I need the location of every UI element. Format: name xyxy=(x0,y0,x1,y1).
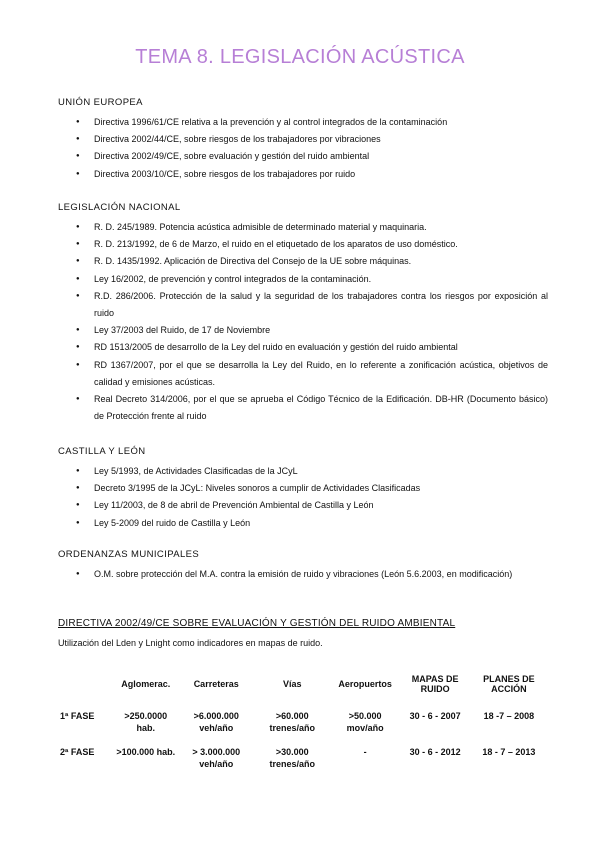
table-cell: 30 - 6 - 2007 xyxy=(409,711,461,721)
list-item: ● Directiva 2003/10/CE, sobre riesgos de los trabajadores por ruido xyxy=(58,166,548,183)
directive-subtitle: Utilización del Lden y Lnight como indicadores en mapas de ruido. xyxy=(58,638,323,648)
section-union-europea xyxy=(58,97,548,183)
list-item: ● Ley 11/2003, de 8 de abril de Prevención Ambiental de Castilla y León xyxy=(58,497,548,514)
section-legislacion-nacional xyxy=(58,202,548,425)
table-row xyxy=(58,704,548,740)
section-list xyxy=(58,566,548,583)
list-item: ● Ley 5/1993, de Actividades Clasificadas de la JCyL xyxy=(58,463,548,480)
table-cell: - xyxy=(363,747,367,757)
table-header-cell: Aeropuertos xyxy=(338,679,392,689)
list-item: ● Directiva 2002/44/CE, sobre riesgos de los trabajadores por vibraciones xyxy=(58,131,548,148)
section-ordenanzas-municipales xyxy=(58,549,548,583)
table-cell: >30.000 trenes/año xyxy=(269,747,315,769)
table-cell: > 3.000.000 veh/año xyxy=(192,747,241,769)
section-list xyxy=(58,463,548,532)
table-cell: 18 - 7 – 2013 xyxy=(482,747,536,757)
section-heading: ORDENANZAS MUNICIPALES xyxy=(58,549,200,560)
section-list xyxy=(58,114,548,183)
table-cell: 2ª FASE xyxy=(60,747,95,757)
page-title: TEMA 8. LEGISLACIÓN ACÚSTICA xyxy=(135,46,465,68)
list-item: ● Real Decreto 314/2006, por el que se aprueba el Código Técnico de la Edificación. DB-HR (Documento básico) de Protección frente al ruido xyxy=(58,391,548,425)
table-cell: 30 - 6 - 2012 xyxy=(409,747,461,757)
table-cell: >50.000 mov/año xyxy=(346,711,384,733)
list-item: ● Ley 37/2003 del Ruido, de 17 de Noviembre xyxy=(58,322,548,339)
table-header-cell: Aglomerac. xyxy=(121,679,171,689)
section-heading: CASTILLA Y LEÓN xyxy=(58,446,146,457)
list-item: ● Directiva 1996/61/CE relativa a la prevención y al control integrados de la contaminación xyxy=(58,114,548,131)
table-header-cell: Vías xyxy=(282,679,302,689)
phases-table xyxy=(58,668,548,776)
list-item: ● RD 1513/2005 de desarrollo de la Ley del ruido en evaluación y gestión del ruido ambiental xyxy=(58,339,548,356)
table-header-cell xyxy=(58,668,114,700)
list-item: ● Ley 16/2002, de prevención y control integrados de la contaminación. xyxy=(58,271,548,288)
list-item: ● R.D. 286/2006. Protección de la salud y la seguridad de los trabajadores contra los riesgos por exposición al ruido xyxy=(58,288,548,322)
table-cell: >100.000 hab. xyxy=(116,747,176,757)
table-cell: >250.0000 hab. xyxy=(124,711,168,733)
table-cell: 18 -7 – 2008 xyxy=(483,711,535,721)
list-item: ● Decreto 3/1995 de la JCyL: Niveles sonoros a cumplir de Actividades Clasificadas xyxy=(58,480,548,497)
table-cell: >60.000 trenes/año xyxy=(269,711,315,733)
section-castilla-y-leon xyxy=(58,446,548,532)
table-row xyxy=(58,740,548,776)
list-item: ● O.M. sobre protección del M.A. contra la emisión de ruido y vibraciones (León 5.6.2003, en modificación) xyxy=(58,566,548,583)
list-item: ● Directiva 2002/49/CE, sobre evaluación y gestión del ruido ambiental xyxy=(58,148,548,165)
table-header-cell: PLANES DE ACCIÓN xyxy=(483,674,535,694)
table-header-row xyxy=(58,668,548,700)
table-header-cell: MAPAS DE RUIDO xyxy=(411,674,459,694)
list-item: ● Ley 5-2009 del ruido de Castilla y León xyxy=(58,515,548,532)
list-item: ● R. D. 213/1992, de 6 de Marzo, el ruido en el etiquetado de los aparatos de uso doméstico. xyxy=(58,236,548,253)
table-cell: 1ª FASE xyxy=(60,711,95,721)
section-heading: UNIÓN EUROPEA xyxy=(58,97,143,108)
section-list xyxy=(58,219,548,425)
section-heading: LEGISLACIÓN NACIONAL xyxy=(58,202,181,213)
list-item: ● R. D. 1435/1992. Aplicación de Directiva del Consejo de la UE sobre máquinas. xyxy=(58,253,548,270)
table-header-cell: Carreteras xyxy=(193,679,239,689)
list-item: ● R. D. 245/1989. Potencia acústica admisible de determinado material y maquinaria. xyxy=(58,219,548,236)
table-cell: >6.000.000 veh/año xyxy=(193,711,239,733)
directive-heading: DIRECTIVA 2002/49/CE SOBRE EVALUACIÓN Y GESTIÓN DEL RUIDO AMBIENTAL xyxy=(58,618,456,629)
list-item: ● RD 1367/2007, por el que se desarrolla la Ley del Ruido, en lo referente a zonificación acústica, objetivos de calidad y emisiones acústicas. xyxy=(58,357,548,391)
